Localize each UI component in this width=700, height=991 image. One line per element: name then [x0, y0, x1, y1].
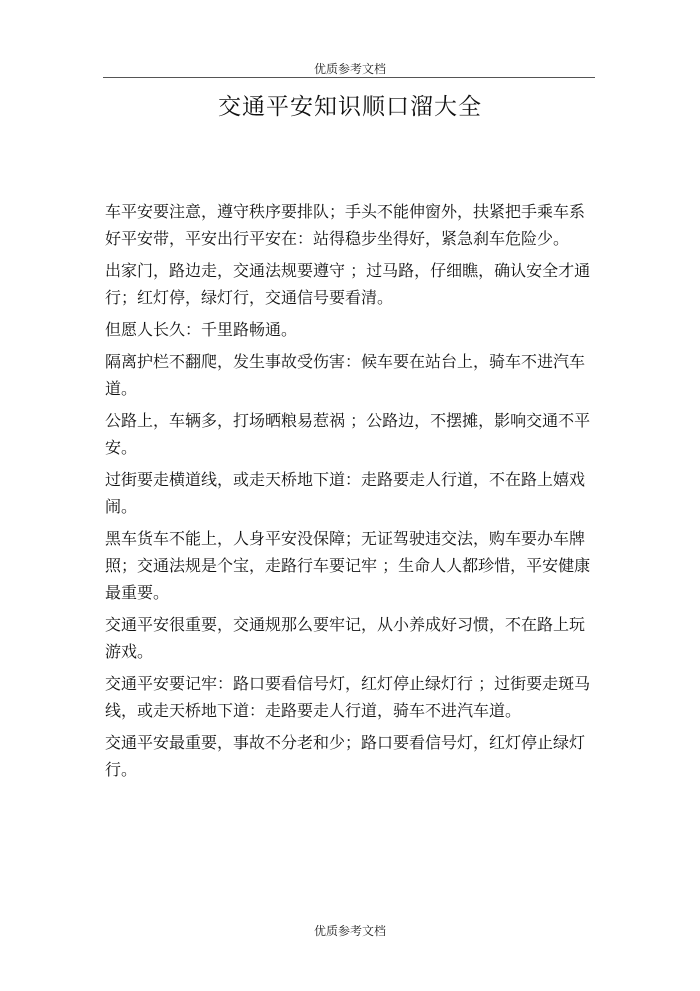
paragraph: 但愿人长久：千里路畅通。 — [105, 320, 298, 339]
page-header: 优质参考文档 — [313, 62, 386, 76]
paragraph: 交通平安最重要，事故不分老和少；路口要看信号灯，红灯停止绿灯行。 — [105, 733, 586, 779]
paragraph: 车平安要注意，遵守秩序要排队；手头不能伸窗外，扶紧把手乘车系好平安带，平安出行平安在：站得稳步坐得好，紧急刹车危险少。 — [105, 202, 586, 248]
paragraph: 黑车货车不能上，人身平安没保障；无证驾驶违交法，购车要办车牌照；交通法规是个宝，走路行车要记牢 ；生命人人都珍惜，平安健康最重要。 — [105, 529, 591, 602]
document-title: 交通平安知识顺口溜大全 — [218, 94, 482, 120]
paragraph: 交通平安很重要，交通规那么要牢记，从小养成好习惯，不在路上玩游戏。 — [105, 615, 586, 661]
paragraph: 公路上，车辆多，打场晒粮易惹祸 ；公路边，不摆摊，影响交通不平安。 — [105, 411, 591, 457]
paragraph: 隔离护栏不翻爬，发生事故受伤害：候车要在站台上，骑车不进汽车道。 — [105, 352, 586, 398]
document-body — [105, 198, 595, 788]
paragraph: 过街要走横道线，或走天桥地下道：走路要走人行道，不在路上嬉戏闹。 — [105, 470, 586, 516]
paragraph: 出家门，路边走，交通法规要遵守 ；过马路，仔细瞧，确认安全才通行；红灯停，绿灯行，交通信号要看清。 — [105, 261, 591, 307]
header-divider — [103, 77, 595, 78]
paragraph: 交通平安要记牢：路口要看信号灯，红灯停止绿灯行 ；过街要走斑马线，或走天桥地下道：走路要走人行道，骑车不进汽车道。 — [105, 674, 591, 720]
page-footer: 优质参考文档 — [313, 924, 386, 938]
